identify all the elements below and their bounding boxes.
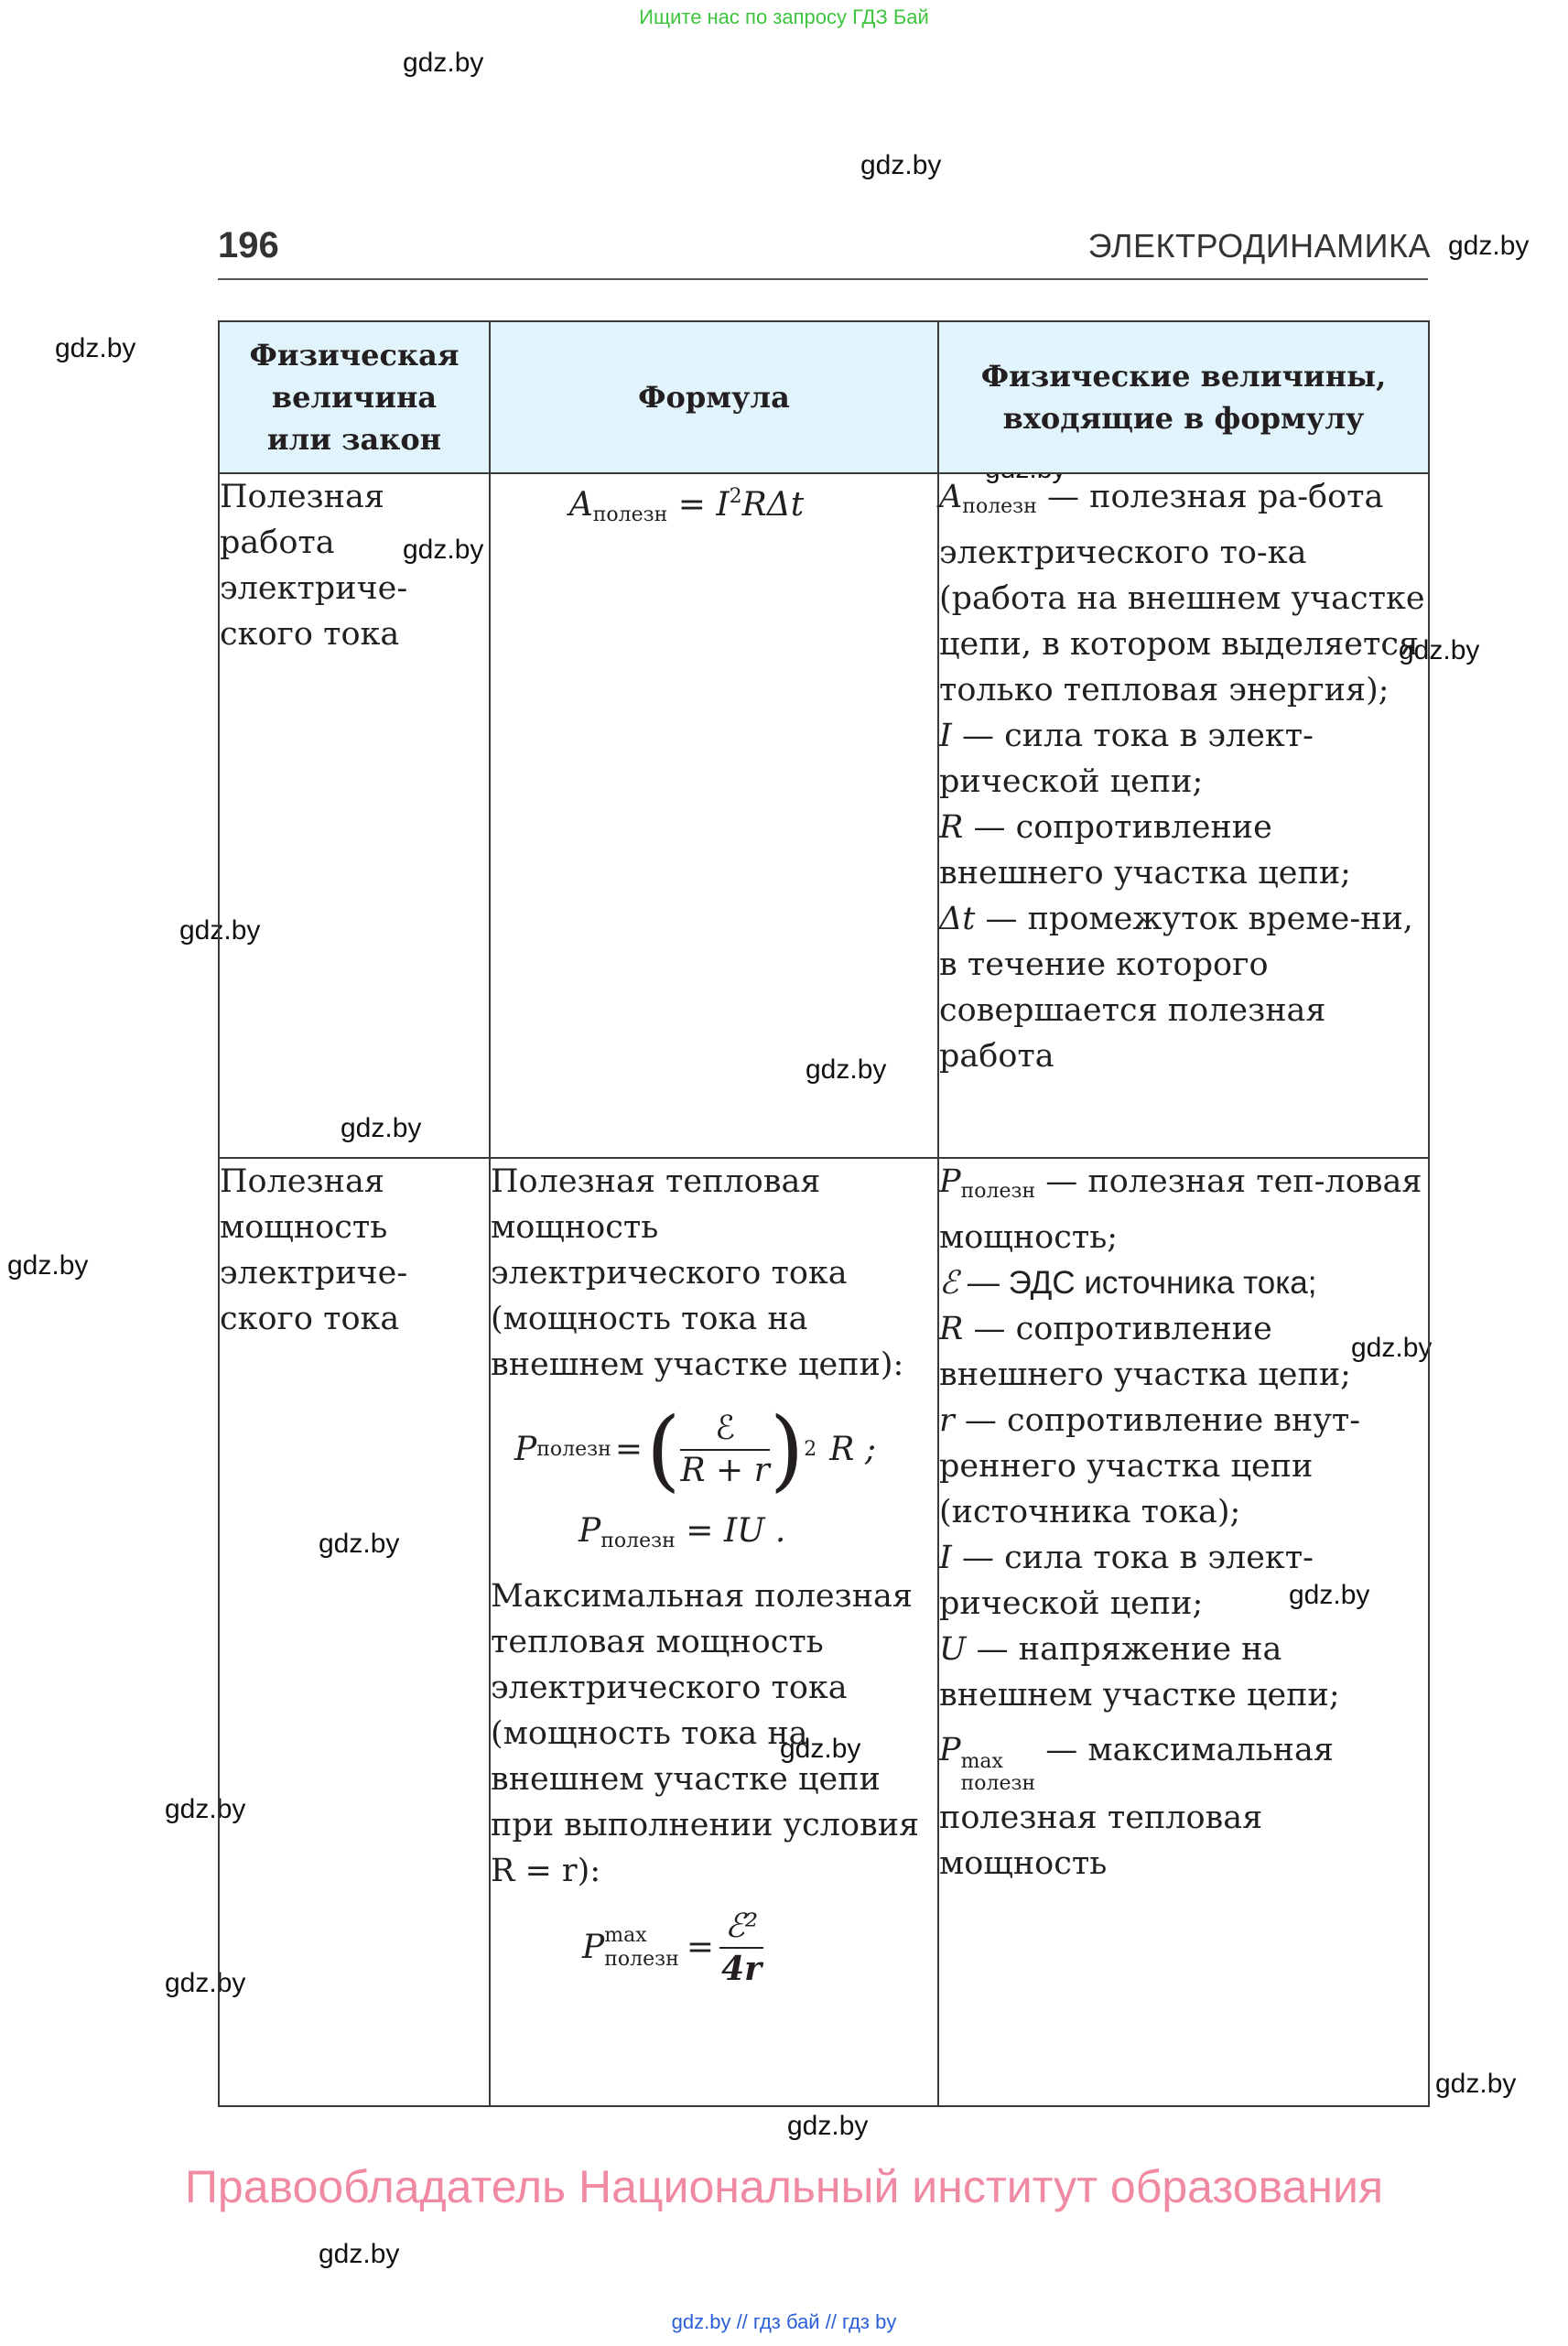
watermark: gdz.by (1289, 1580, 1370, 1610)
formula-intro: Полезная тепловая мощность электрического тока (мощность тока на внешнем участке цепи): (491, 1163, 904, 1383)
formula-cell (490, 1158, 938, 2106)
definitions-cell (938, 1158, 1429, 2106)
watermark: gdz.by (806, 1054, 887, 1085)
definition-I: I — сила тока в элект-рической цепи; (939, 718, 1314, 800)
definitions-cell (938, 473, 1429, 1158)
column-header-definitions: Физические величины, входящие в формулу (938, 321, 1429, 473)
symbol-R-dt: RΔt (741, 486, 805, 524)
section-title: ЭЛЕКТРОДИНАМИКА (1087, 227, 1431, 265)
definition-P: $P_{полезн}$ — полезная теп-ловая мощность; (939, 1163, 1422, 1256)
copyright-notice: Правообладатель Национальный институт образования (184, 2161, 1384, 2212)
footer-links[interactable]: gdz.by // гдз бай // гдз by (671, 2310, 897, 2333)
watermark: gdz.by (403, 535, 484, 565)
watermark: gdz.by (341, 1113, 422, 1143)
definition-E: ℰ — ЭДС источника тока; (939, 1265, 1317, 1302)
watermark: gdz.by (787, 2111, 869, 2141)
watermark: gdz.by (165, 1794, 246, 1824)
header-divider (218, 278, 1428, 280)
watermark: gdz.by (319, 1529, 400, 1559)
definition-Pmax: P max полезн — максимальная полезная тепловая мощность (939, 1732, 1334, 1882)
column-header-formula: Формула (490, 321, 938, 473)
definition-U: U — напряжение на внешнем участке цепи; (939, 1631, 1340, 1714)
symbol-A: A (568, 486, 593, 524)
symbol-I: I (716, 486, 730, 524)
formula-cell (490, 473, 938, 1158)
watermark: gdz.by (7, 1250, 89, 1281)
table-row (219, 1158, 1429, 2106)
watermark: gdz.by (1399, 635, 1480, 665)
formula-max-intro: Максимальная полезная тепловая мощность электрического тока (мощность тока на внешнем участке цепи при выполнении условия R = r): (491, 1578, 920, 1889)
quantity-cell (219, 473, 490, 1158)
watermark: gdz.by (1351, 1333, 1433, 1363)
watermark: gdz.by (319, 2239, 400, 2269)
table-header-row (219, 321, 1429, 473)
definition-R: R — сопротивление внешнего участка цепи; (939, 1311, 1351, 1393)
formula-power-emf: P полезн = ( $\frac{\text{ℰ}}{R + r}$ ) 2 R ; (514, 1399, 876, 1501)
search-banner[interactable]: Ищите нас по запросу ГДЗ Бай (639, 5, 929, 28)
watermark: gdz.by (165, 1968, 246, 1998)
definition-A: $A_{полезн}$ — полезная ра-бота электрического то-ка (работа на внешнем участке цепи, в котором выделяется только тепловая энергия); (939, 479, 1425, 708)
watermark: gdz.by (179, 915, 261, 946)
table-row (219, 473, 1429, 1158)
watermark: gdz.by (860, 150, 942, 180)
power: 2 (729, 485, 742, 508)
watermark: gdz.by (780, 1734, 861, 1764)
subscript: полезн (592, 503, 668, 526)
definition-R: R — сопротивление внешнего участка цепи; (939, 809, 1351, 892)
quantity-name: Полезная работа электриче-ского тока (220, 479, 408, 653)
quantity-cell (219, 1158, 490, 2106)
column-header-quantity: Физическая величина или закон (219, 321, 490, 473)
watermark: gdz.by (55, 333, 136, 363)
quantity-name: Полезная мощность электриче-ского тока (220, 1163, 408, 1337)
page-number: 196 (218, 225, 279, 265)
physics-table (218, 320, 1433, 2107)
formula-work: $A_{полезн} = I^2R\Delta t$ (568, 485, 805, 526)
definition-I: I — сила тока в элект-рической цепи; (939, 1540, 1314, 1622)
definition-dt: Δt — промежуток време-ни, в течение которого совершается полезная работа (939, 901, 1413, 1075)
watermark: gdz.by (1435, 2069, 1517, 2099)
watermark: gdz.by (1448, 231, 1530, 261)
formula-max-power: P max полезн = $\frac{\text{ℰ²}}{4r}$ (582, 1907, 937, 1989)
definition-r: r — сопротивление внут-реннего участка цепи (источника тока); (939, 1402, 1361, 1530)
formula-power-iu: $P_{полезн}$ = IU . (579, 1512, 786, 1552)
watermark: gdz.by (403, 48, 484, 78)
